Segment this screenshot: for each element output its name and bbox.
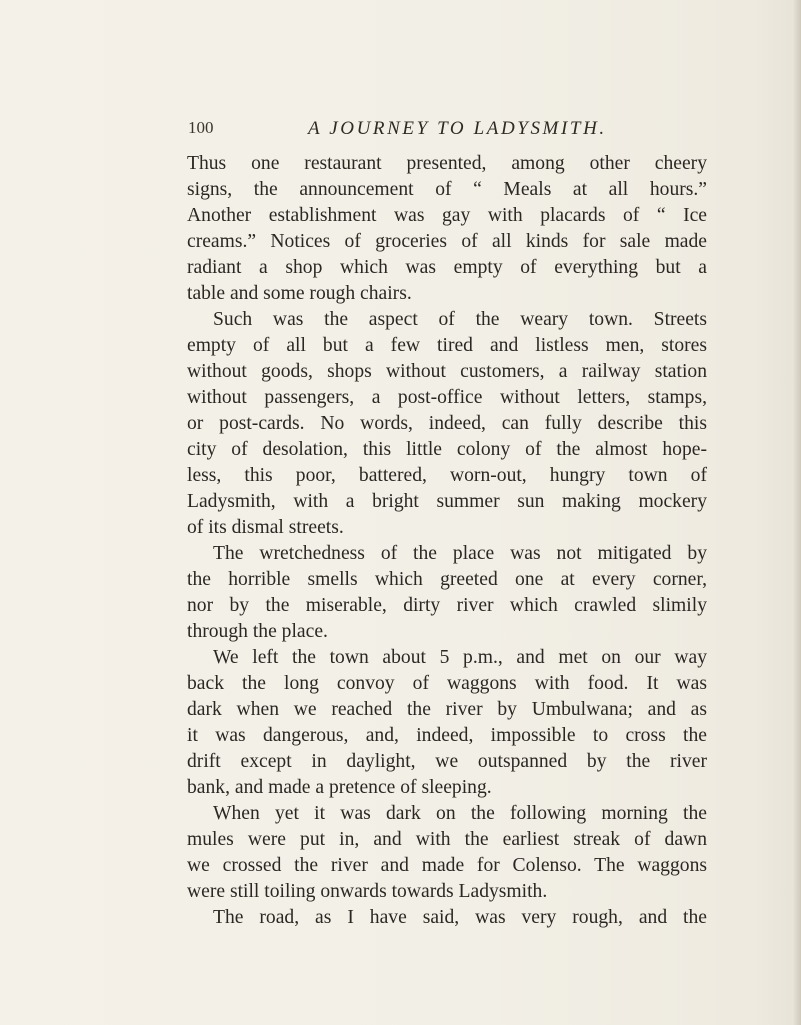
text-line: of its dismal streets. <box>187 517 344 538</box>
text-line: city of desolation, this little colony of the almost hope- <box>187 439 707 460</box>
text-line: We left the town about 5 p.m., and met on our way <box>213 647 707 668</box>
text-line: back the long convoy of waggons with food. It was <box>187 673 707 694</box>
running-title: A JOURNEY TO LADYSMITH. <box>308 118 607 139</box>
text-line: through the place. <box>187 621 328 642</box>
text-line: radiant a shop which was empty of everything but a <box>187 257 707 278</box>
text-line: Thus one restaurant presented, among other cheery <box>187 153 707 174</box>
text-line: nor by the miserable, dirty river which crawled slimily <box>187 595 707 616</box>
body-text <box>187 151 707 931</box>
text-line: we crossed the river and made for Colenso. The waggons <box>187 855 707 876</box>
text-line: without goods, shops without customers, a railway station <box>187 361 707 382</box>
text-line: When yet it was dark on the following morning the <box>213 803 707 824</box>
page-number: 100 <box>188 118 214 137</box>
text-line: Such was the aspect of the weary town. Streets <box>213 309 707 330</box>
text-line: it was dangerous, and, indeed, impossible to cross the <box>187 725 707 746</box>
text-line: bank, and made a pretence of sleeping. <box>187 777 492 798</box>
text-line: The wretchedness of the place was not mitigated by <box>213 543 707 564</box>
text-line: or post-cards. No words, indeed, can fully describe this <box>187 413 707 434</box>
text-line: the horrible smells which greeted one at every corner, <box>187 569 707 590</box>
text-line: signs, the announcement of “ Meals at all hours.” <box>187 179 707 200</box>
text-line: without passengers, a post-office without letters, stamps, <box>187 387 707 408</box>
page-edge-shadow <box>793 0 801 1025</box>
text-line: The road, as I have said, was very rough, and the <box>213 907 707 928</box>
text-line: table and some rough chairs. <box>187 283 412 304</box>
text-line: mules were put in, and with the earliest streak of dawn <box>187 829 707 850</box>
text-line: less, this poor, battered, worn-out, hungry town of <box>187 465 707 486</box>
text-line: dark when we reached the river by Umbulwana; and as <box>187 699 707 720</box>
text-line: creams.” Notices of groceries of all kinds for sale made <box>187 231 707 252</box>
text-line: were still toiling onwards towards Ladysmith. <box>187 881 548 902</box>
text-line: Ladysmith, with a bright summer sun making mockery <box>187 491 707 512</box>
page-header <box>188 118 708 146</box>
text-line: drift except in daylight, we outspanned by the river <box>187 751 707 772</box>
text-line: empty of all but a few tired and listless men, stores <box>187 335 707 356</box>
text-line: Another establishment was gay with placards of “ Ice <box>187 205 707 226</box>
